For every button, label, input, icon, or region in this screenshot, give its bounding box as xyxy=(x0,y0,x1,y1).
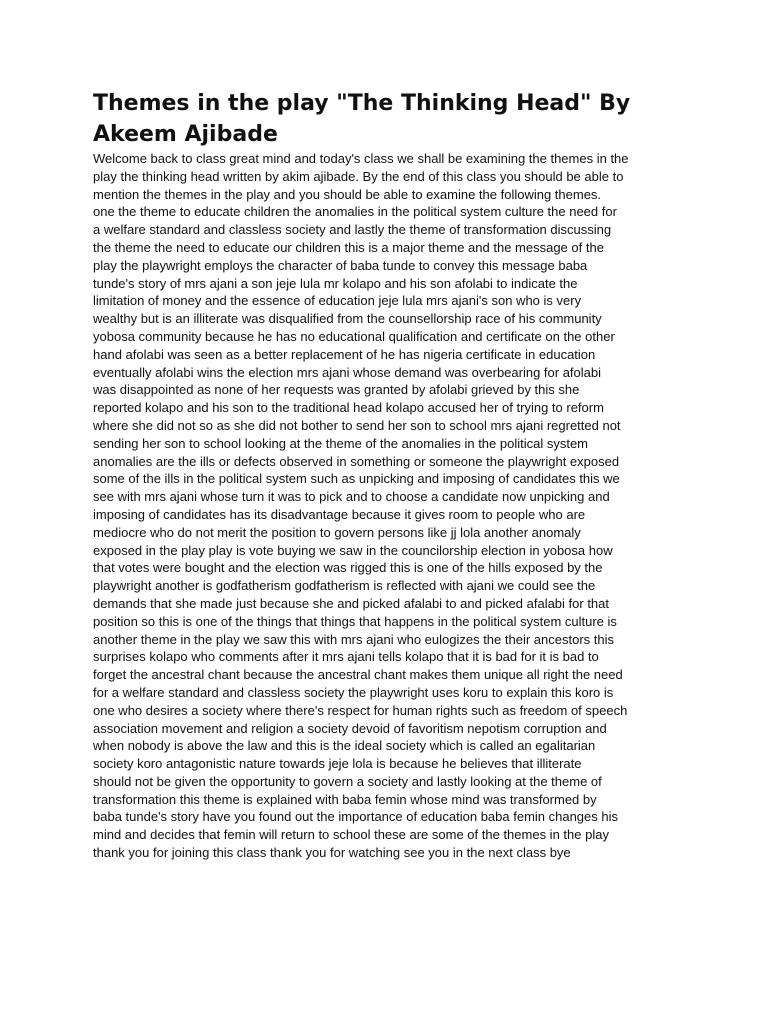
body-line: play the thinking head written by akim ajibade. By the end of this class you should be able to xyxy=(93,168,624,184)
body-line: one who desires a society where there's respect for human rights such as freedom of speech xyxy=(93,702,628,718)
body-line: imposing of candidates has its disadvantage because it gives room to people who are xyxy=(93,506,586,522)
body-line: anomalies are the ills or defects observed in something or someone the playwright exposed xyxy=(93,453,620,469)
body-line: for a welfare standard and classless society the playwright uses koru to explain this koro is xyxy=(93,684,614,700)
body-line: association movement and religion a society devoid of favoritism nepotism corruption and xyxy=(93,720,607,736)
body-line: thank you for joining this class thank you for watching see you in the next class bye xyxy=(93,845,571,861)
body-line: some of the ills in the political system such as unpicking and imposing of candidates this we xyxy=(93,471,620,487)
body-line: mediocre who do not merit the position to govern persons like jj lola another anomaly xyxy=(93,524,581,540)
body-line: yobosa community because he has no educational qualification and certificate on the other xyxy=(93,328,615,344)
body-line: position so this is one of the things that things that happens in the political system culture is xyxy=(93,613,617,629)
body-line: hand afolabi was seen as a better replacement of he has nigeria certificate in education xyxy=(93,346,596,362)
document-title: Themes in the play "The Thinking Head" By Akeem Ajibade xyxy=(93,91,631,147)
body-line: another theme in the play we saw this with mrs ajani who eulogizes the their ancestors this xyxy=(93,631,614,647)
body-line: mind and decides that femin will return to school these are some of the themes in the play xyxy=(93,827,609,843)
body-line: eventually afolabi wins the election mrs ajani whose demand was overbearing for afolabi xyxy=(93,364,602,380)
body-line: one the theme to educate children the anomalies in the political system culture the need for xyxy=(93,204,617,220)
body-line: the theme the need to educate our children this is a major theme and the message of the xyxy=(93,239,604,255)
body-line: should not be given the opportunity to govern a society and lastly looking at the theme of xyxy=(93,773,602,789)
body-line: Welcome back to class great mind and today's class we shall be examining the themes in the xyxy=(93,151,629,166)
body-line: where she did not so as she did not bother to send her son to school mrs ajani regretted not xyxy=(93,417,621,433)
body-line: wealthy but is an illiterate was disqualified from the counsellorship race of his community xyxy=(93,311,602,327)
body-line: surprises kolapo who comments after it mrs ajani tells kolapo that it is bad for it is bad to xyxy=(93,649,599,665)
body-line: limitation of money and the essence of education jeje lula mrs ajani's son who is very xyxy=(93,293,582,309)
body-line: when nobody is above the law and this is the ideal society which is called an egalitarian xyxy=(93,738,596,754)
body-line: a welfare standard and classless society and lastly the theme of transformation discussing xyxy=(93,222,612,238)
body-line: mention the themes in the play and you should be able to examine the following themes. xyxy=(93,186,602,202)
body-line: reported kolapo and his son to the traditional head kolapo accused her of trying to reform xyxy=(93,400,604,416)
document-body xyxy=(93,150,693,862)
body-line: was disappointed as none of her requests was granted by afolabi grieved by this she xyxy=(93,382,580,398)
body-line: demands that she made just because she and picked afalabi to and picked afalabi for that xyxy=(93,595,610,611)
body-line: society koro antagonistic nature towards jeje lola is because he believes that illiterate xyxy=(93,756,582,772)
body-line: exposed in the play play is vote buying we saw in the councilorship election in yobosa how xyxy=(93,542,613,558)
body-line: that votes were bought and the election was rigged this is one of the hills exposed by the xyxy=(93,560,603,576)
body-line: transformation this theme is explained with baba femin whose mind was transformed by xyxy=(93,791,597,807)
body-line: play the playwright employs the character of baba tunde to convey this message baba xyxy=(93,257,588,273)
body-line: forget the ancestral chant because the ancestral chant makes them unique all right the need xyxy=(93,667,623,683)
body-line: baba tunde's story have you found out the importance of education baba femin changes his xyxy=(93,809,619,825)
body-line: see with mrs ajani whose turn it was to pick and to choose a candidate now unpicking and xyxy=(93,489,610,505)
body-line: playwright another is godfatherism godfatherism is reflected with ajani we could see the xyxy=(93,578,596,594)
body-line: tunde's story of mrs ajani a son jeje lula mr kolapo and his son afolabi to indicate the xyxy=(93,275,578,291)
body-line: sending her son to school looking at the theme of the anomalies in the political system xyxy=(93,435,589,451)
